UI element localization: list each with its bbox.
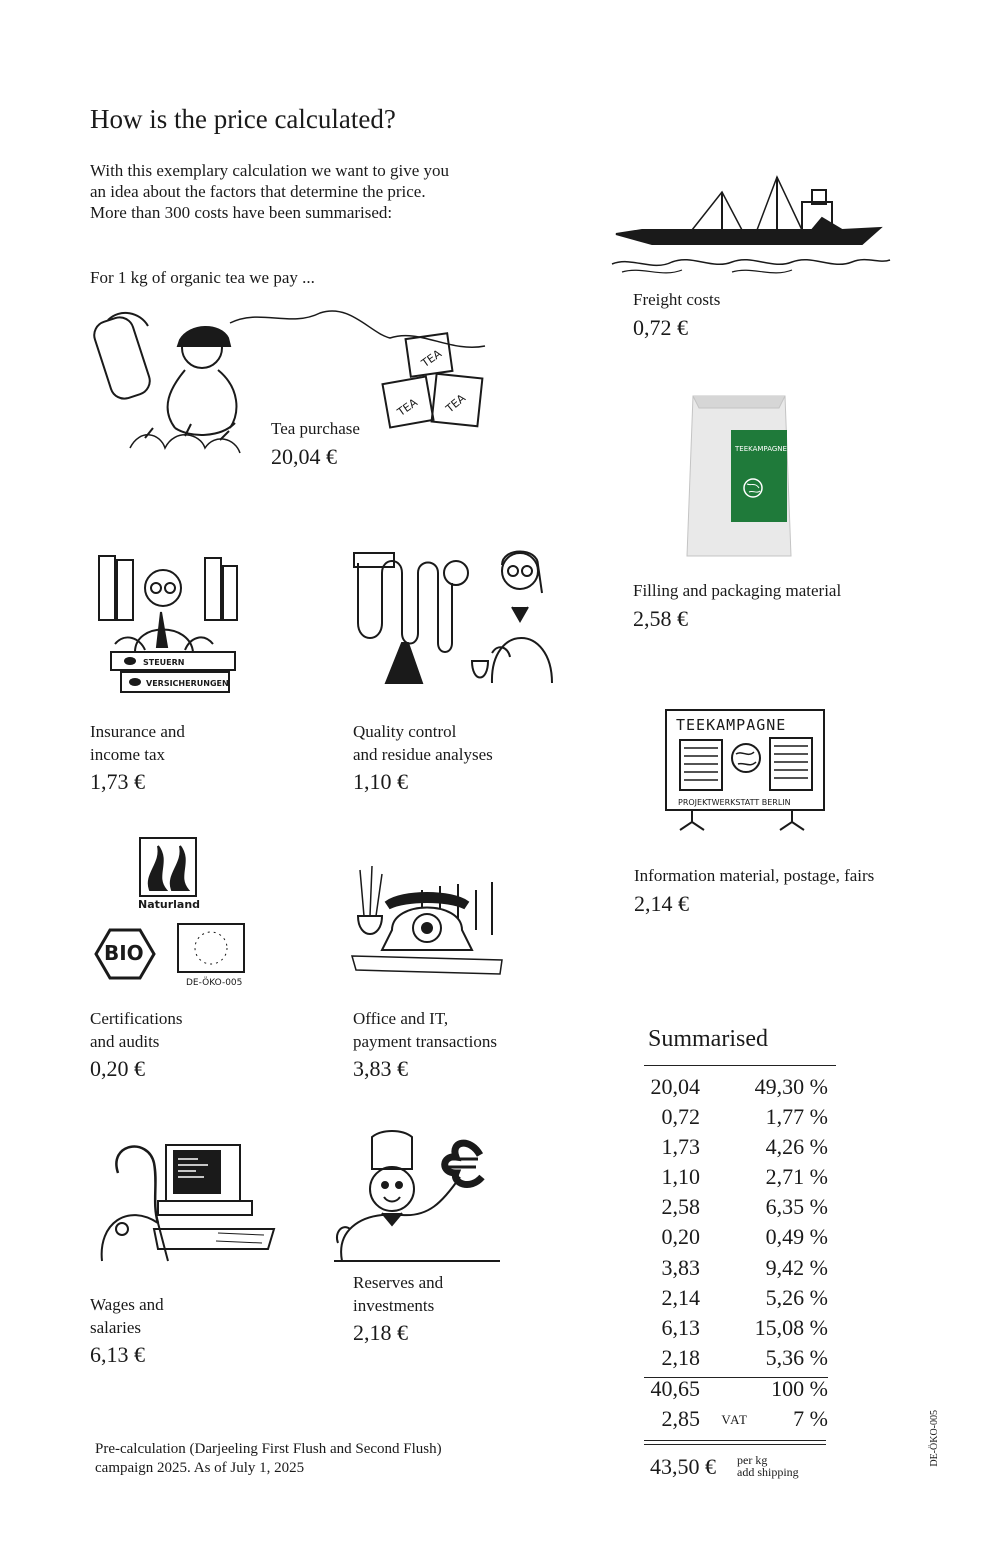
info-block	[634, 865, 874, 917]
office-label-line1: Office and IT,	[353, 1009, 449, 1028]
insurance-block	[90, 721, 185, 795]
tea-purchase-block	[271, 418, 360, 470]
certifications-block	[90, 1008, 183, 1082]
summary-row	[644, 1194, 828, 1224]
page-title: How is the price calculated?	[90, 104, 396, 134]
insurance-label-line1: Insurance and	[90, 722, 185, 741]
insurance-value: 1,73 €	[90, 769, 145, 794]
reserves-block	[353, 1272, 443, 1346]
lab-illustration	[352, 543, 557, 688]
footnote: Pre-calculation (Darjeeling First Flush and Second Flush) campaign 2025. As of July 1, 2025	[95, 1441, 442, 1476]
summary-row	[644, 1345, 828, 1375]
summary-total-row	[644, 1454, 828, 1484]
office-value: 3,83 €	[353, 1056, 408, 1081]
summary-row	[644, 1104, 828, 1134]
summary-row	[644, 1315, 828, 1345]
summary-amount: 1,10	[661, 1164, 700, 1189]
svg-text:PROJEKTWERKSTATT BERLIN: PROJEKTWERKSTATT BERLIN	[678, 798, 791, 807]
summary-row	[644, 1164, 828, 1194]
summary-amount: 6,13	[661, 1315, 700, 1340]
certifications-label-line2: and audits	[90, 1031, 160, 1051]
certifications-value: 0,20 €	[90, 1056, 145, 1081]
summary-total-note: per kg add shipping	[737, 1453, 799, 1479]
summary-top-rule	[644, 1065, 836, 1066]
certifications-label-line1: Certifications	[90, 1009, 183, 1028]
summary-amount: 2,18	[661, 1345, 700, 1370]
summary-percent: 5,26 %	[765, 1285, 828, 1310]
office-block	[353, 1008, 497, 1082]
summary-percent: 5,36 %	[765, 1345, 828, 1370]
reserves-label-line1: Reserves and	[353, 1273, 444, 1292]
reserves-value: 2,18 €	[353, 1320, 408, 1345]
wages-label-line1: Wages and	[90, 1295, 164, 1314]
summary-total-rule-2	[644, 1444, 826, 1445]
quality-block	[353, 721, 493, 795]
certification-logos-illustration	[92, 834, 252, 989]
office-phone-illustration	[352, 860, 507, 980]
summary-subtotal-percent: 100 %	[771, 1376, 828, 1401]
summary-row	[644, 1255, 828, 1285]
insurance-clerk-illustration	[95, 552, 245, 697]
summary-total-rule-1	[644, 1440, 826, 1441]
summary-percent: 0,49 %	[765, 1224, 828, 1249]
chef-euro-illustration	[332, 1133, 502, 1263]
svg-text:TEA: TEA	[395, 396, 420, 419]
summary-row	[644, 1134, 828, 1164]
summary-subtotal-amount: 40,65	[650, 1376, 700, 1401]
info-board-illustration	[662, 706, 830, 834]
summary-percent: 15,08 %	[754, 1315, 828, 1340]
side-certification-code: DE-ÖKO-005	[929, 1410, 940, 1467]
lead-text: For 1 kg of organic tea we pay ...	[90, 268, 315, 287]
svg-text:TEEKAMPAGNE: TEEKAMPAGNE	[735, 445, 787, 453]
reserves-label-line2: investments	[353, 1295, 435, 1315]
quality-label-line2: and residue analyses	[353, 744, 493, 764]
summary-row	[644, 1285, 828, 1315]
freight-label: Freight costs	[633, 290, 721, 309]
summary-vat-amount: 2,85	[661, 1406, 700, 1431]
summary-percent: 4,26 %	[765, 1134, 828, 1159]
insurance-label-line2: income tax	[90, 744, 166, 764]
summary-percent: 2,71 %	[765, 1164, 828, 1189]
info-value: 2,14 €	[634, 890, 689, 916]
freight-value: 0,72 €	[633, 314, 688, 340]
intro-text: With this exemplary calculation we want to give you an idea about the factors that determine the price. More than 300 costs have been summarised:	[90, 161, 450, 222]
summary-percent: 49,30 %	[754, 1074, 828, 1099]
packaging-block	[633, 580, 841, 632]
summary-vat-label: VAT	[721, 1412, 748, 1427]
summary-vat-row	[644, 1406, 828, 1436]
summary-amount: 3,83	[661, 1255, 700, 1280]
office-label-line2: payment transactions	[353, 1031, 497, 1051]
summary-amount: 0,72	[661, 1104, 700, 1129]
svg-text:Naturland: Naturland	[138, 898, 201, 911]
summary-row	[644, 1074, 828, 1104]
svg-text:STEUERN: STEUERN	[143, 658, 185, 667]
wages-value: 6,13 €	[90, 1342, 145, 1367]
computer-operator-illustration	[98, 1133, 278, 1263]
svg-text:TEEKAMPAGNE: TEEKAMPAGNE	[676, 716, 787, 734]
wages-label-line2: salaries	[90, 1317, 141, 1337]
summary-amount: 2,14	[661, 1285, 700, 1310]
summary-amount: 1,73	[661, 1134, 700, 1159]
summary-percent: 1,77 %	[765, 1104, 828, 1129]
tea-bag-illustration	[683, 388, 795, 560]
ship-illustration	[612, 172, 892, 282]
freight-block	[633, 289, 720, 341]
summary-title: Summarised	[648, 1026, 768, 1052]
svg-text:BIO: BIO	[104, 941, 144, 965]
summary-amount: 0,20	[661, 1224, 700, 1249]
info-label: Information material, postage, fairs	[634, 866, 875, 885]
quality-value: 1,10 €	[353, 769, 408, 794]
tea-purchase-label: Tea purchase	[271, 419, 360, 438]
wages-block	[90, 1294, 164, 1368]
summary-percent: 6,35 %	[765, 1194, 828, 1219]
summary-amount: 20,04	[650, 1074, 700, 1099]
tea-purchase-value: 20,04 €	[271, 443, 337, 469]
summary-amount: 2,58	[661, 1194, 700, 1219]
summary-vat-percent: 7 %	[793, 1406, 828, 1431]
packaging-label: Filling and packaging material	[633, 581, 842, 600]
summary-total-amount: 43,50 €	[650, 1454, 716, 1479]
svg-text:DE-ÖKO-005: DE-ÖKO-005	[186, 978, 243, 988]
summary-row	[644, 1224, 828, 1254]
summary-subtotal-row	[644, 1376, 828, 1406]
packaging-value: 2,58 €	[633, 605, 688, 631]
summary-percent: 9,42 %	[765, 1255, 828, 1280]
svg-text:TEA: TEA	[443, 391, 469, 416]
quality-label-line1: Quality control	[353, 722, 457, 741]
svg-text:TEA: TEA	[419, 347, 444, 370]
svg-text:VERSICHERUNGEN: VERSICHERUNGEN	[146, 679, 229, 688]
